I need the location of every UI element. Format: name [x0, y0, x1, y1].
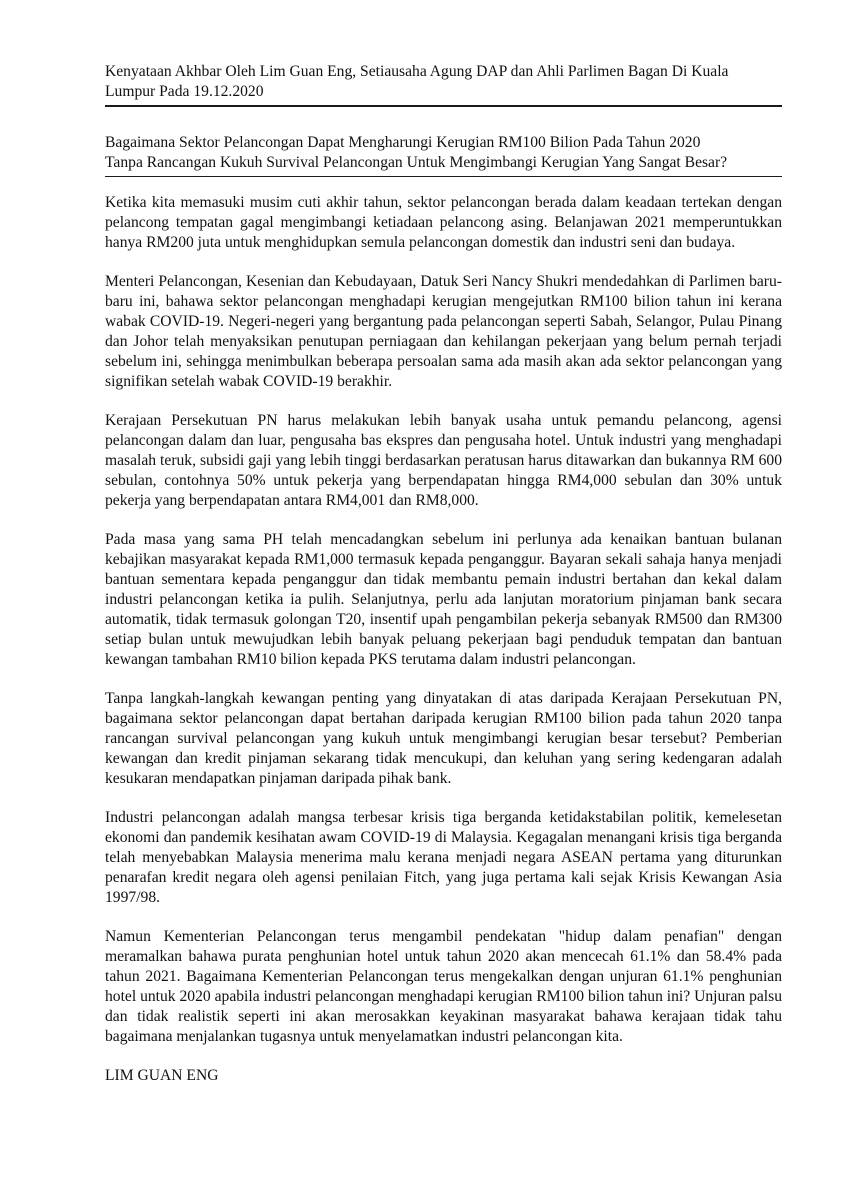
press-statement-page — [105, 62, 782, 1086]
signature-name: LIM GUAN ENG — [105, 1067, 219, 1084]
statement-body — [105, 193, 782, 1047]
header-line-1: Kenyataan Akhbar Oleh Lim Guan Eng, Setiausaha Agung DAP dan Ahli Parlimen Bagan Di Kuala — [105, 63, 729, 80]
statement-headline — [105, 133, 782, 177]
body-paragraph-1: Ketika kita memasuki musim cuti akhir tahun, sektor pelancongan berada dalam keadaan tertekan dengan pelancong tempatan gagal mengimbangi ketiadaan pelancong asing. Belanjawan 2021 memperuntukkan hanya RM200 juta untuk menghidupkan semula pelancongan domestik dan industri seni dan budaya. — [105, 194, 782, 251]
body-paragraph-5: Tanpa langkah-langkah kewangan penting yang dinyatakan di atas daripada Kerajaan Persekutuan PN, bagaimana sektor pelancongan dapat bertahan daripada kerugian RM100 bilion pada tahun 2020 tanpa rancangan survival pelancongan yang kukuh untuk mengimbangi kerugian besar tersebut? Pemberian kewangan dan kredit pinjaman sekarang tidak mencukupi, dan keluhan yang sering kedengaran adalah kesukaran mendapatkan pinjaman daripada pihak bank. — [105, 690, 782, 787]
statement-header — [105, 62, 782, 107]
body-paragraph-2: Menteri Pelancongan, Kesenian dan Kebudayaan, Datuk Seri Nancy Shukri mendedahkan di Parlimen baru-baru ini, bahawa sektor pelancongan menghadapi kerugian mengejutkan RM100 bilion tahun ini kerana wabak COVID-19. Negeri-negeri yang bergantung pada pelancongan seperti Sabah, Selangor, Pulau Pinang dan Johor telah menyaksikan penutupan perniagaan dan kehilangan pekerjaan yang belum pernah terjadi sebelum ini, sehingga menimbulkan beberapa persoalan sama ada masih akan ada sektor pelancongan yang signifikan setelah wabak COVID-19 berakhir. — [105, 273, 782, 390]
headline-line-2: Tanpa Rancangan Kukuh Survival Pelancongan Untuk Mengimbangi Kerugian Yang Sangat Besar? — [105, 154, 728, 171]
body-paragraph-6: Industri pelancongan adalah mangsa terbesar krisis tiga berganda ketidakstabilan politik, kemelesetan ekonomi dan pandemik kesihatan awam COVID-19 di Malaysia. Kegagalan menangani krisis tiga berganda telah menyebabkan Malaysia menerima malu kerana menjadi negara ASEAN pertama yang diturunkan penarafan kredit negara oleh agensi penilaian Fitch, yang juga pertama kali sejak Krisis Kewangan Asia 1997/98. — [105, 809, 782, 906]
body-paragraph-7: Namun Kementerian Pelancongan terus mengambil pendekatan "hidup dalam penafian" dengan meramalkan bahawa purata penghunian hotel untuk tahun 2020 akan mencecah 61.1% dan 58.4% pada tahun 2021. Bagaimana Kementerian Pelancongan terus mengekalkan dengan unjuran 61.1% penghunian hotel untuk 2020 apabila industri pelancongan menghadapi kerugian RM100 bilion tahun ini? Unjuran palsu dan tidak realistik seperti ini akan merosakkan keyakinan masyarakat bahawa kerajaan tidak tahu bagaimana menjalankan tugasnya untuk menyelamatkan industri pelancongan kita. — [105, 928, 782, 1045]
headline-line-1: Bagaimana Sektor Pelancongan Dapat Mengharungi Kerugian RM100 Bilion Pada Tahun 2020 — [105, 134, 701, 151]
body-paragraph-3: Kerajaan Persekutuan PN harus melakukan lebih banyak usaha untuk pemandu pelancong, agensi pelancongan dalam dan luar, pengusaha bas ekspres dan pengusaha hotel. Untuk industri yang menghadapi masalah teruk, subsidi gaji yang lebih tinggi berdasarkan peratusan harus ditawarkan dan bukannya RM 600 sebulan, contohnya 50% untuk pekerja yang berpendapatan hingga RM4,000 sebulan dan 30% untuk pekerja yang berpendapatan antara RM4,001 dan RM8,000. — [105, 412, 782, 509]
body-paragraph-4: Pada masa yang sama PH telah mencadangkan sebelum ini perlunya ada kenaikan bantuan bulanan kebajikan masyarakat kepada RM1,000 termasuk kepada penganggur. Bayaran sekali sahaja hanya menjadi bantuan sementara kepada penganggur dan tidak membantu pemain industri bertahan dan kekal dalam industri pelancongan ketika ia pulih. Selanjutnya, perlu ada lanjutan moratorium pinjaman bank secara automatik, tidak termasuk golongan T20, insentif upah pengambilan pekerja sebanyak RM500 dan RM300 setiap bulan untuk mewujudkan lebih banyak peluang pekerjaan bagi penduduk tempatan dan bantuan kewangan tambahan RM10 bilion kepada PKS terutama dalam industri pelancongan. — [105, 531, 782, 668]
header-line-2: Lumpur Pada 19.12.2020 — [105, 83, 264, 100]
